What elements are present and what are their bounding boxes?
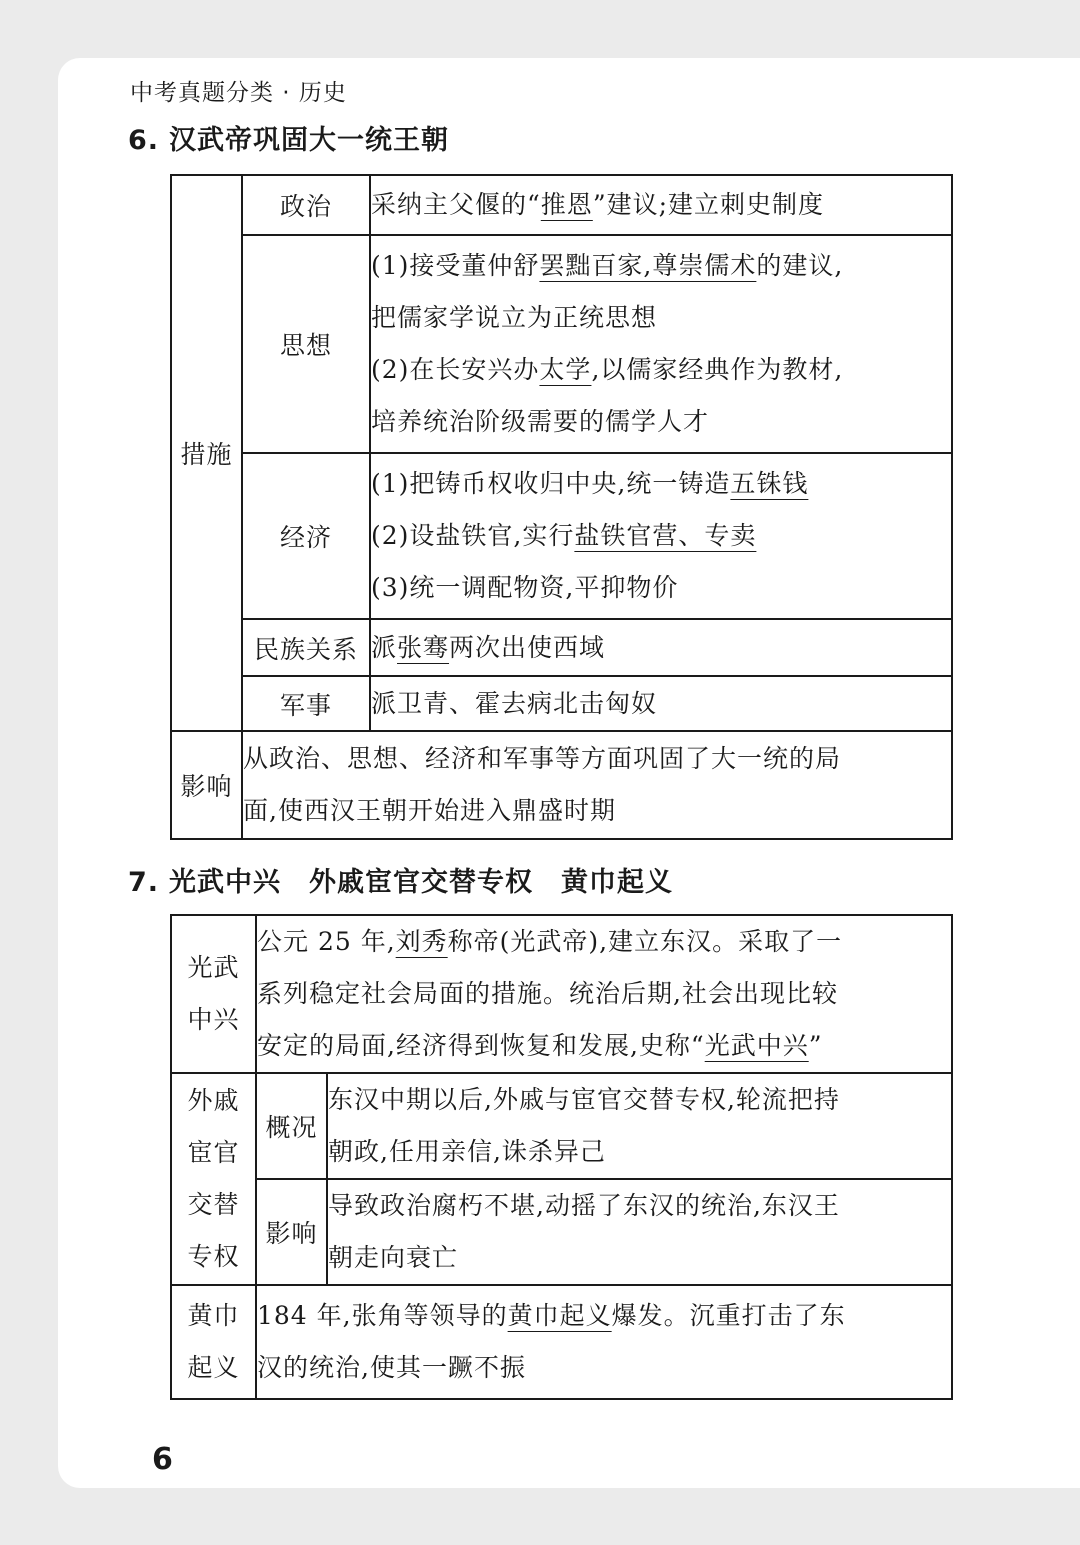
thought-line-2: 把儒家学说立为正统思想 bbox=[371, 303, 658, 332]
text-fragment: 派 bbox=[371, 632, 398, 662]
underlined-term: 推恩 bbox=[540, 190, 593, 219]
text-fragment: 两次出使西域 bbox=[449, 632, 606, 662]
overview-header: 概况 bbox=[256, 1073, 327, 1179]
guangwu-header bbox=[171, 915, 256, 1073]
header-line: 起义 bbox=[187, 1353, 240, 1382]
overview-content bbox=[327, 1073, 952, 1179]
text-fragment: (2)设盐铁官,实行 bbox=[371, 521, 575, 550]
text-fragment: ,以儒家经典作为教材, bbox=[591, 355, 844, 384]
eunuch-impact-line-1: 导致政治腐朽不堪,动摇了东汉的统治,东汉王 bbox=[328, 1191, 840, 1220]
header-line: 黄巾 bbox=[187, 1301, 240, 1330]
ethnic-header: 民族关系 bbox=[242, 619, 370, 676]
table-row bbox=[171, 619, 952, 676]
section-6-number: 6. bbox=[128, 125, 160, 156]
underlined-term: 张骞 bbox=[397, 632, 450, 662]
ethnic-content bbox=[370, 619, 952, 676]
section-7-number: 7. bbox=[128, 867, 160, 898]
yellow-turban-header bbox=[171, 1285, 256, 1399]
underlined-term: 太学 bbox=[539, 355, 592, 384]
economy-header: 经济 bbox=[242, 453, 370, 619]
section-7-table bbox=[170, 914, 953, 1400]
overview-line-1: 东汉中期以后,外戚与宦官交替专权,轮流把持 bbox=[328, 1085, 840, 1114]
table-row bbox=[171, 676, 952, 731]
table-row bbox=[171, 175, 952, 235]
yellow-turban-line-1 bbox=[257, 1290, 951, 1342]
text-fragment: 的建议, bbox=[756, 251, 844, 280]
underlined-term: 五铢钱 bbox=[730, 469, 809, 498]
guangwu-line-2: 系列稳定社会局面的措施。统治后期,社会出现比较 bbox=[257, 979, 838, 1008]
politics-content bbox=[370, 175, 952, 235]
guangwu-line-3 bbox=[257, 1020, 951, 1072]
eunuch-impact-line-2: 朝走向衰亡 bbox=[328, 1243, 459, 1272]
section-7-title bbox=[128, 860, 673, 899]
impact-header: 影响 bbox=[171, 731, 242, 839]
header-line: 宦官 bbox=[187, 1138, 240, 1167]
overview-line-2: 朝政,任用亲信,诛杀异己 bbox=[328, 1137, 606, 1166]
yellow-turban-content bbox=[256, 1285, 952, 1399]
text-fragment: (1)接受董仲舒 bbox=[371, 251, 540, 280]
impact-line-1: 从政治、思想、经济和军事等方面巩固了大一统的局 bbox=[243, 744, 842, 773]
running-head: 中考真题分类 · 历史 bbox=[130, 80, 347, 106]
table-row bbox=[171, 915, 952, 1073]
military-content bbox=[370, 676, 952, 731]
economy-content bbox=[370, 453, 952, 619]
table-row bbox=[171, 453, 952, 619]
text-fragment: ” bbox=[808, 1031, 823, 1060]
thought-header: 思想 bbox=[242, 235, 370, 453]
text-fragment: 184 年,张角等领导的 bbox=[257, 1301, 508, 1330]
header-line: 光武 bbox=[187, 953, 240, 982]
header-line: 交替 bbox=[187, 1190, 240, 1219]
guangwu-line-1 bbox=[257, 916, 951, 968]
text-fragment: 安定的局面,经济得到恢复和发展,史称“ bbox=[257, 1031, 705, 1060]
underlined-term: 光武中兴 bbox=[704, 1031, 809, 1060]
thought-line-4: 培养统治阶级需要的儒学人才 bbox=[371, 407, 710, 436]
table-row bbox=[171, 1179, 952, 1285]
section-6-title bbox=[128, 118, 449, 157]
text-fragment: 采纳主父偃的“ bbox=[371, 190, 541, 219]
underlined-term: 盐铁官营、专卖 bbox=[574, 521, 757, 550]
text-fragment: ”建议;建立刺史制度 bbox=[592, 190, 825, 219]
ethnic-line bbox=[371, 622, 951, 674]
text-fragment: (1)把铸币权收归中央,统一铸造 bbox=[371, 469, 731, 498]
economy-line-1 bbox=[371, 458, 951, 510]
politics-line bbox=[371, 179, 951, 231]
eunuch-impact-content bbox=[327, 1179, 952, 1285]
impact-line-2: 面,使西汉王朝开始进入鼎盛时期 bbox=[243, 796, 616, 825]
measures-header: 措施 bbox=[171, 175, 242, 731]
underlined-term: 刘秀 bbox=[395, 927, 448, 956]
section-6-table bbox=[170, 174, 953, 840]
page-number: 6 bbox=[152, 1442, 173, 1477]
section-7-heading: 光武中兴 外戚宦官交替专权 黄巾起义 bbox=[169, 867, 674, 898]
thought-line-1 bbox=[371, 240, 951, 292]
header-line: 外戚 bbox=[187, 1086, 240, 1115]
eunuch-header bbox=[171, 1073, 256, 1285]
economy-line-3: (3)统一调配物资,平抑物价 bbox=[371, 573, 679, 602]
impact-content bbox=[242, 731, 952, 839]
table-row bbox=[171, 731, 952, 839]
header-line: 专权 bbox=[187, 1242, 240, 1271]
table-row bbox=[171, 235, 952, 453]
military-line: 派卫青、霍去病北击匈奴 bbox=[371, 688, 658, 718]
economy-line-2 bbox=[371, 510, 951, 562]
politics-header: 政治 bbox=[242, 175, 370, 235]
text-fragment: 公元 25 年, bbox=[257, 927, 396, 956]
table-row bbox=[171, 1285, 952, 1399]
text-fragment: 爆发。沉重打击了东 bbox=[611, 1301, 846, 1330]
underlined-term: 罢黜百家,尊崇儒术 bbox=[539, 251, 757, 280]
table-row bbox=[171, 1073, 952, 1179]
yellow-turban-line-2: 汉的统治,使其一蹶不振 bbox=[257, 1353, 526, 1382]
military-header: 军事 bbox=[242, 676, 370, 731]
eunuch-impact-header: 影响 bbox=[256, 1179, 327, 1285]
thought-content bbox=[370, 235, 952, 453]
section-6-heading: 汉武帝巩固大一统王朝 bbox=[169, 125, 450, 156]
text-fragment: (2)在长安兴办 bbox=[371, 355, 540, 384]
text-fragment: 称帝(光武帝),建立东汉。采取了一 bbox=[447, 927, 843, 956]
thought-line-3 bbox=[371, 344, 951, 396]
header-line: 中兴 bbox=[187, 1005, 240, 1034]
underlined-term: 黄巾起义 bbox=[507, 1301, 612, 1330]
guangwu-content bbox=[256, 915, 952, 1073]
